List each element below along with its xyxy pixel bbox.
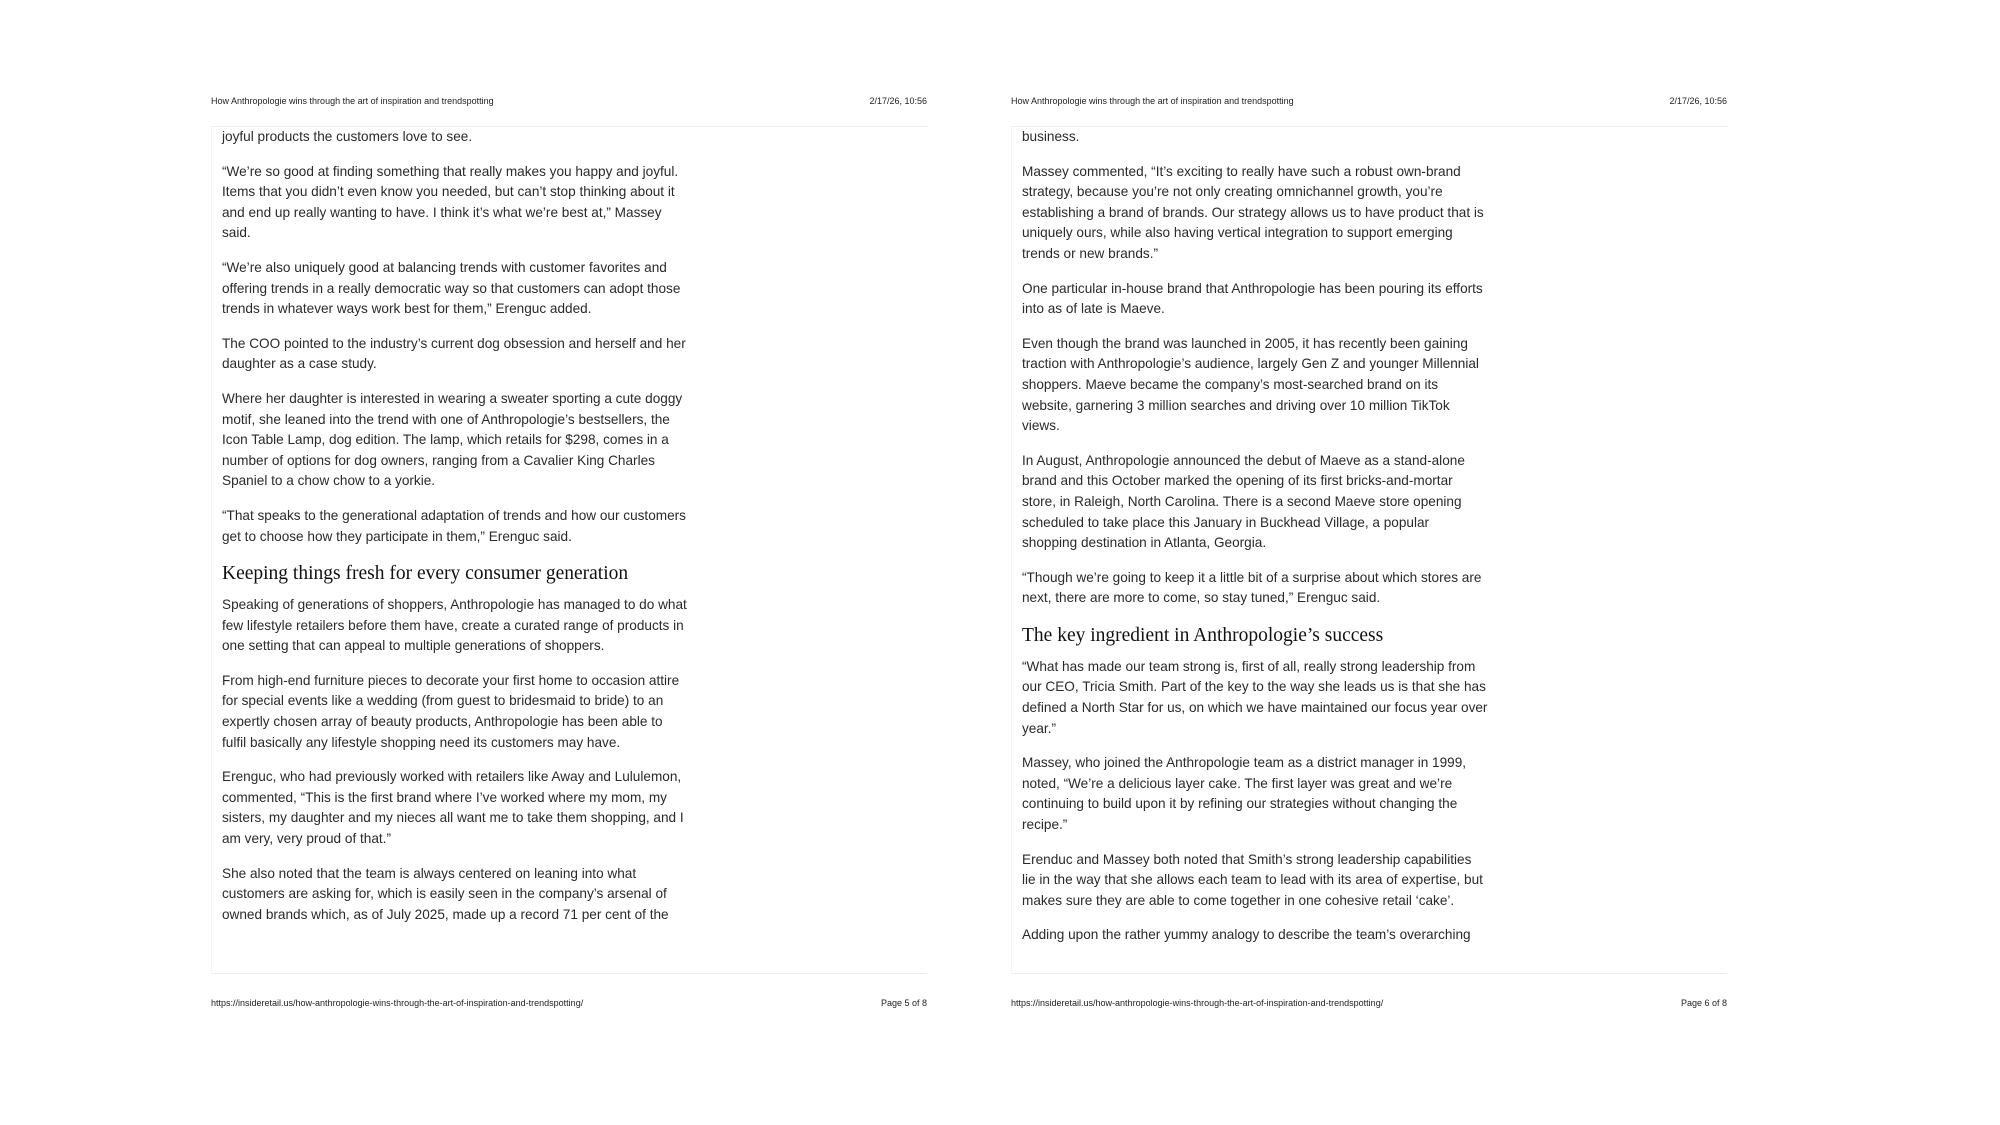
paragraph: “What has made our team strong is, first of all, really strong leadership from our CEO, Tricia Smith. Part of the key to the way she leads us is that she has defined a North Star for us, on which we have maintained our focus year over year.” [1022, 658, 1488, 736]
paragraph: From high-end furniture pieces to decorate your first home to occasion attire for special events like a wedding (from guest to bridesmaid to bride) to an expertly chosen array of beauty products, Anthropologie has been able to fulfil basically any lifestyle shopping need its customers may have. [222, 672, 680, 750]
footer-page-number: Page 5 of 8 [880, 998, 927, 1008]
paragraph: The COO pointed to the industry’s current dog obsession and herself and her daughter as a case study. [222, 335, 686, 372]
paragraph: Massey commented, “It’s exciting to really have such a robust own-brand strategy, because you’re not only creating omnichannel growth, you’re establishing a brand of brands. Our strategy allows us to have product that is uniquely ours, while also having vertical integration to support emerging trends or new brands.” [1022, 163, 1484, 261]
paragraph: “We’re so good at finding something that really makes you happy and joyful. Items that you didn’t even know you needed, but can’t stop thinking about it and end up really wanting to have. I think it’s what we’re best at,” Massey said. [222, 163, 679, 241]
section-heading: Keeping things fresh for every consumer generation [222, 563, 629, 585]
section-heading: The key ingredient in Anthropologie’s success [1022, 624, 1384, 646]
paragraph: Even though the brand was launched in 2005, it has recently been gaining traction with Anthropologie’s audience, largely Gen Z and younger Millennial shoppers. Maeve became the company’s most-searched brand on its website, garnering 3 million searches and driving over 10 million TikTok views. [1022, 335, 1479, 434]
header-datetime: 2/17/26, 10:56 [1669, 96, 1727, 106]
paragraph: In August, Anthropologie announced the debut of Maeve as a stand-alone brand and this October marked the opening of its first bricks-and-mortar store, in Raleigh, North Carolina. There is a second Maeve store opening scheduled to take place this January in Buckhead Village, a popular shopping destination in Atlanta, Georgia. [1022, 452, 1465, 551]
paragraph: “That speaks to the generational adaptation of trends and how our customers get to choose how they participate in them,” Erenguc said. [222, 507, 686, 544]
paragraph: One particular in-house brand that Anthropologie has been pouring its efforts into as of late is Maeve. [1022, 280, 1483, 317]
header-datetime: 2/17/26, 10:56 [869, 96, 927, 106]
print-page-5 [211, 94, 927, 1014]
article-body [1022, 127, 1488, 960]
paragraph: “Though we’re going to keep it a little bit of a surprise about which stores are next, there are more to come, so stay tuned,” Erenguc said. [1022, 569, 1482, 606]
paragraph: She also noted that the team is always centered on leaning into what customers are asking for, which is easily seen in the company’s arsenal of owned brands which, as of July 2025, made up a record 71 per cent of the [222, 865, 669, 922]
page-content-area [1011, 126, 1727, 974]
page-footer [1011, 998, 1727, 1012]
article-body [222, 127, 688, 939]
header-article-title: How Anthropologie wins through the art of inspiration and trendspotting [1011, 96, 1294, 106]
print-page-6 [1011, 94, 1727, 1014]
paragraph: Where her daughter is interested in wearing a sweater sporting a cute doggy motif, she leaned into the trend with one of Anthropologie’s bestsellers, the Icon Table Lamp, dog edition. The lamp, which retails for $298, comes in a number of options for dog owners, ranging from a Cavalier King Charles Spaniel to a chow chow to a yorkie. [222, 390, 683, 489]
paragraph: Erenguc, who had previously worked with retailers like Away and Lululemon, commented, “This is the first brand where I’ve worked where my mom, my sisters, my daughter and my nieces all want me to take them shopping, and I am very, very proud of that.” [222, 769, 684, 847]
footer-url: https://insideretail.us/how-anthropologie-wins-through-the-art-of-inspiration-and-trendspotting/ [211, 998, 584, 1008]
footer-url: https://insideretail.us/how-anthropologie-wins-through-the-art-of-inspiration-and-trendspotting/ [1011, 998, 1384, 1008]
paragraph: Speaking of generations of shoppers, Anthropologie has managed to do what few lifestyle retailers before them have, create a curated range of products in one setting that can appeal to multiple generations of shoppers. [222, 597, 687, 654]
page-header [1011, 94, 1727, 108]
paragraph: “We’re also uniquely good at balancing trends with customer favorites and offering trends in a really democratic way so that customers can adopt those trends in whatever ways work best for them,” Erenguc added. [222, 259, 681, 317]
paragraph: Massey, who joined the Anthropologie team as a district manager in 1999, noted, “We’re a delicious layer cake. The first layer was great and we’re continuing to build upon it by refining our strategies without changing the recipe.” [1022, 755, 1467, 833]
page-header [211, 94, 927, 108]
page-footer [211, 998, 927, 1012]
paragraph: joyful products the customers love to see. [222, 129, 473, 144]
page-content-area [211, 126, 927, 974]
paragraph: Adding upon the rather yummy analogy to describe the team’s overarching [1022, 927, 1471, 943]
header-article-title: How Anthropologie wins through the art of inspiration and trendspotting [211, 96, 494, 106]
paragraph: business. [1022, 129, 1080, 144]
footer-page-number: Page 6 of 8 [1680, 998, 1727, 1008]
paragraph: Erenduc and Massey both noted that Smith’s strong leadership capabilities lie in the way that she allows each team to lead with its area of expertise, but makes sure they are able to come together in one cohesive retail ‘cake’. [1022, 851, 1483, 908]
